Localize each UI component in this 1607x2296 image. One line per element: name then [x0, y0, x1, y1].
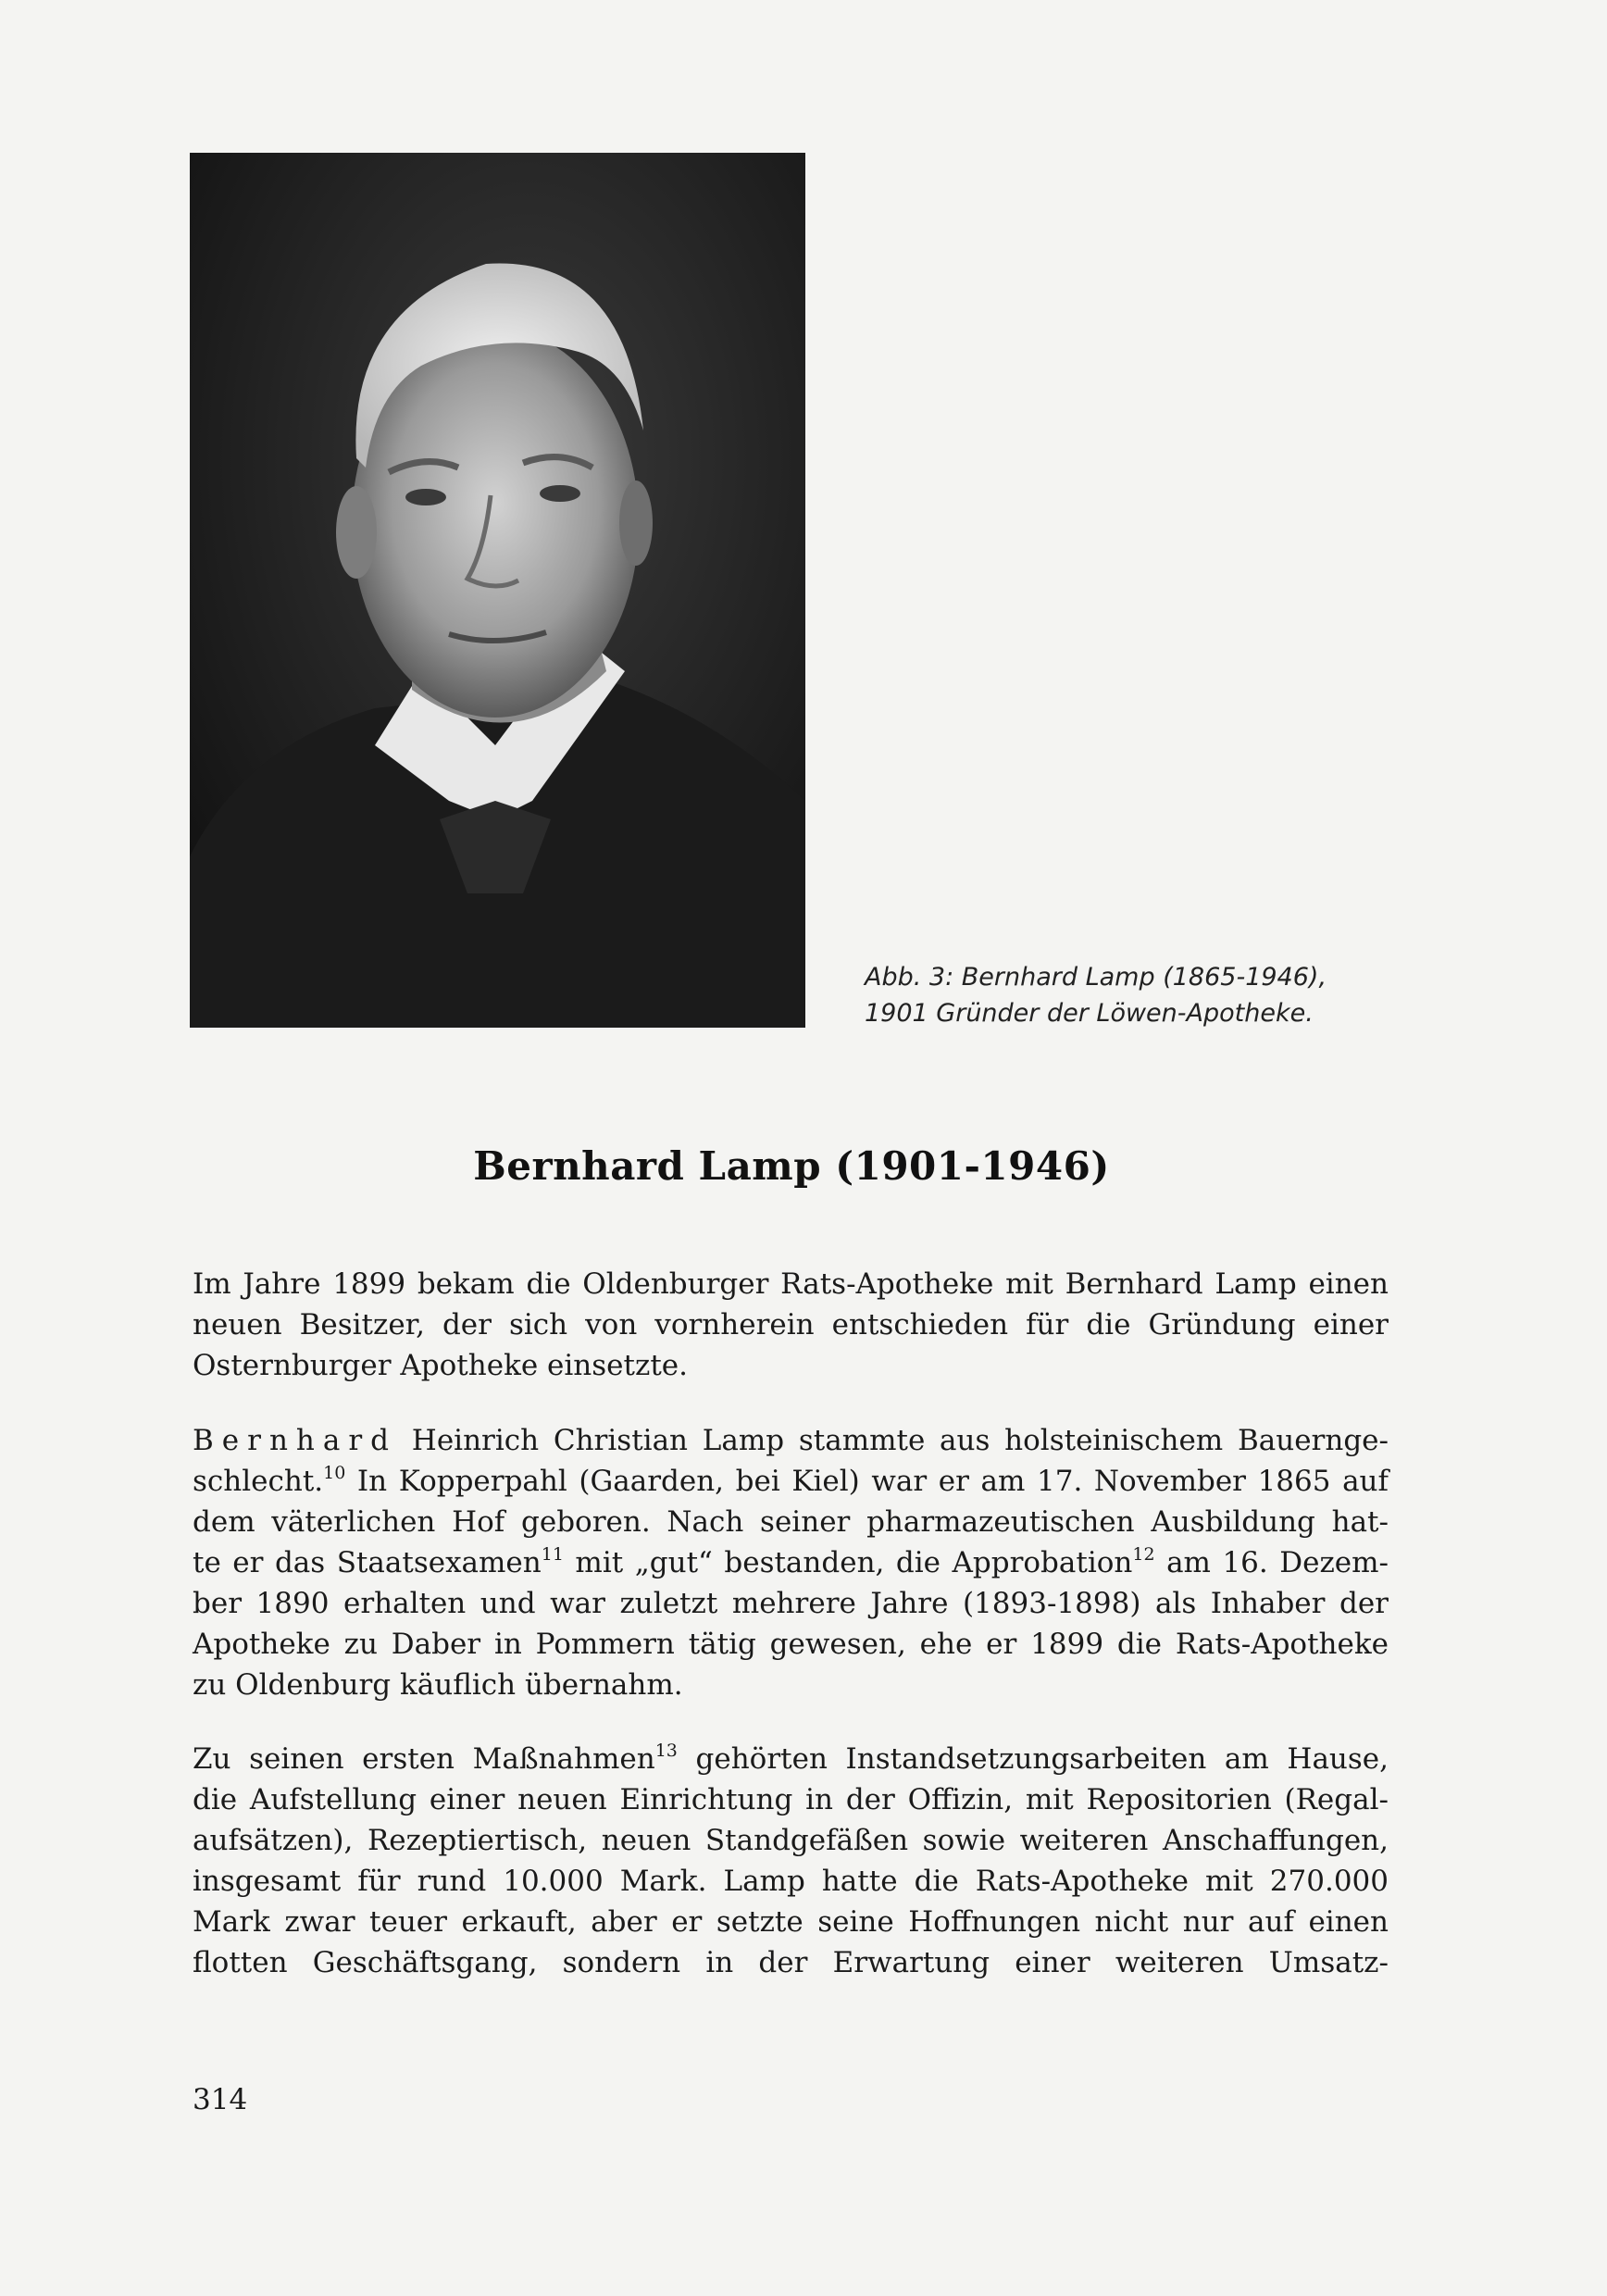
- portrait-photo: [190, 153, 805, 1028]
- paragraph-line: [193, 1461, 1389, 1502]
- emphasized-name: Bernhard: [193, 1424, 398, 1457]
- paragraph-line: flotten Geschäftsgang, sondern in der Erwartung einer weiteren Umsatz-: [193, 1946, 1389, 1979]
- paragraph-line: Apotheke zu Daber in Pommern tätig gewesen, ehe er 1899 die Rats-Apotheke: [193, 1628, 1389, 1661]
- caption-line-2: 1901 Gründer der Löwen-Apotheke.: [865, 999, 1314, 1028]
- footnote-ref-11: 11: [541, 1544, 564, 1565]
- footnote-ref-13: 13: [654, 1741, 678, 1761]
- figure-caption: [865, 959, 1420, 1031]
- text-run: Zu seinen ersten Maßnahmen: [193, 1742, 655, 1776]
- paragraph-line: aufsätzen), Rezeptiertisch, neuen Standgefäßen sowie weiteren Anschaffungen,: [193, 1824, 1389, 1857]
- paragraph-line: die Aufstellung einer neuen Einrichtung in der Offizin, mit Repositorien (Regal-: [193, 1783, 1389, 1816]
- paragraph-line: dem väterlichen Hof geboren. Nach seiner pharmazeutischen Ausbildung hat-: [193, 1505, 1389, 1539]
- text-run: mit „gut“ bestanden, die Approbation: [563, 1546, 1133, 1579]
- page-number: 314: [193, 2083, 248, 2116]
- paragraph-3: [193, 1739, 1389, 1983]
- text-run: gehörten Instandsetzungsarbeiten am Hause,: [677, 1742, 1389, 1776]
- text-run: Heinrich Christian Lamp stammte aus holsteinischem Bauernge-: [397, 1424, 1389, 1457]
- section-heading: Bernhard Lamp (1901-1946): [473, 1143, 1110, 1189]
- paragraph-line: insgesamt für rund 10.000 Mark. Lamp hatte die Rats-Apotheke mit 270.000: [193, 1865, 1389, 1898]
- paragraph-line: zu Oldenburg käuflich übernahm.: [193, 1668, 683, 1702]
- paragraph-line: ber 1890 erhalten und war zuletzt mehrere Jahre (1893-1898) als Inhaber der: [193, 1587, 1389, 1620]
- paragraph-2: [193, 1420, 1389, 1705]
- paragraph-line: [193, 1420, 1389, 1461]
- paragraph-line: neuen Besitzer, der sich von vornherein entschieden für die Gründung einer: [193, 1308, 1389, 1341]
- paragraph-1: [193, 1264, 1389, 1386]
- paragraph-line: [193, 1542, 1389, 1583]
- text-run: In Kopperpahl (Gaarden, bei Kiel) war er am 17. November 1865 auf: [345, 1465, 1389, 1498]
- caption-line-1: Abb. 3: Bernhard Lamp (1865-1946),: [865, 963, 1327, 992]
- footnote-ref-10: 10: [323, 1463, 346, 1483]
- footnote-ref-12: 12: [1132, 1544, 1155, 1565]
- paragraph-line: Im Jahre 1899 bekam die Oldenburger Rats-Apotheke mit Bernhard Lamp einen: [193, 1267, 1389, 1301]
- text-run: schlecht.: [193, 1465, 324, 1498]
- text-run: te er das Staatsexamen: [193, 1546, 542, 1579]
- text-run: am 16. Dezem-: [1154, 1546, 1389, 1579]
- paragraph-line: Mark zwar teuer erkauft, aber er setzte seine Hoffnungen nicht nur auf einen: [193, 1905, 1389, 1939]
- paragraph-line: Osternburger Apotheke einsetzte.: [193, 1349, 688, 1382]
- paragraph-line: [193, 1739, 1389, 1779]
